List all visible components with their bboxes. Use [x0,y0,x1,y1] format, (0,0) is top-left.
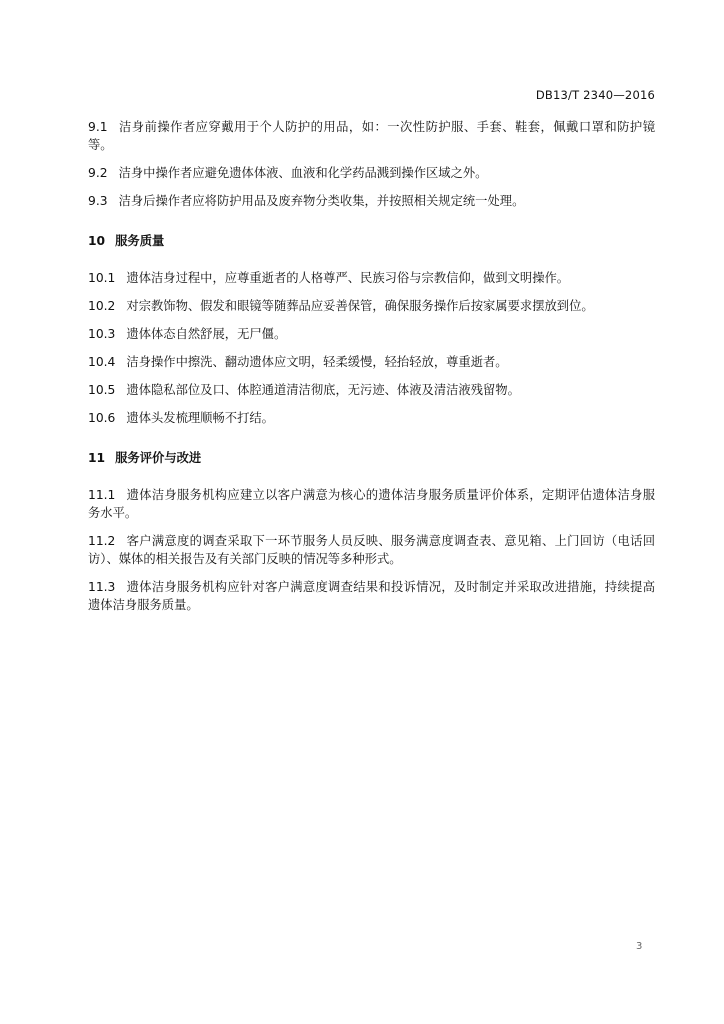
clause-text: 遗体隐私部位及口、体腔通道清洁彻底，无污迹、体液及清洁液残留物。 [126,383,520,397]
clause-line [88,118,655,136]
clause-10-2 [88,297,655,315]
clause-text: 遗体洁身过程中，应尊重逝者的人格尊严、民族习俗与宗教信仰，做到文明操作。 [126,271,570,285]
section-number: 10 [88,234,106,248]
clause-11-2 [88,532,655,568]
clause-line [88,486,655,504]
section-11-heading [88,449,655,467]
clause-line [88,532,655,550]
clause-number: 11.3 [88,580,116,594]
clause-9-2 [88,164,655,182]
clause-text: 遗体洁身服务机构应建立以客户满意为核心的遗体洁身服务质量评价体系，定期评估遗体洁身服 [126,488,655,502]
clause-line [88,325,655,343]
clause-text: 对宗教饰物、假发和眼镜等随葬品应妥善保管，确保服务操作后按家属要求摆放到位。 [126,299,594,313]
clause-line: 访）、媒体的相关报告及有关部门反映的情况等多种形式。 [88,552,402,566]
clause-line [88,409,655,427]
clause-text: 遗体洁身服务机构应针对客户满意度调查结果和投诉情况，及时制定并采取改进措施，持续提高 [126,580,655,594]
clause-9-1 [88,118,655,154]
section-number: 11 [88,451,106,465]
clause-9-3 [88,192,655,210]
clause-number: 10.2 [88,299,116,313]
clause-line: 等。 [88,138,113,152]
clause-10-5 [88,381,655,399]
clause-line [88,164,655,182]
page-number: 3 [636,941,643,952]
clause-line [88,269,655,287]
clause-number: 10.1 [88,271,116,285]
clause-number: 9.1 [88,120,108,134]
clause-11-3 [88,578,655,614]
page-body [88,118,655,624]
clause-text: 洁身前操作者应穿戴用于个人防护的用品，如：一次性防护服、手套、鞋套，佩戴口罩和防护镜 [118,120,655,134]
clause-number: 10.4 [88,355,116,369]
clause-number: 9.3 [88,194,108,208]
clause-line [88,192,655,210]
standard-code-header: DB13/T 2340—2016 [535,88,655,102]
clause-10-6 [88,409,655,427]
clause-text: 洁身后操作者应将防护用品及废弃物分类收集，并按照相关规定统一处理。 [118,194,525,208]
clause-10-1 [88,269,655,287]
clause-text: 洁身中操作者应避免遗体体液、血液和化学药品溅到操作区域之外。 [118,166,488,180]
section-title: 服务质量 [115,234,165,248]
clause-10-4 [88,353,655,371]
clause-number: 10.5 [88,383,116,397]
clause-line [88,353,655,371]
clause-number: 10.3 [88,327,116,341]
clause-number: 10.6 [88,411,116,425]
clause-number: 9.2 [88,166,108,180]
clause-line: 务水平。 [88,506,138,520]
section-title: 服务评价与改进 [115,451,202,465]
clause-10-3 [88,325,655,343]
clause-text: 遗体头发梳理顺畅不打结。 [126,411,274,425]
clause-text: 客户满意度的调查采取下一环节服务人员反映、服务满意度调查表、意见箱、上门回访（电话回 [126,534,655,548]
clause-line [88,578,655,596]
clause-text: 遗体体态自然舒展，无尸僵。 [126,327,287,341]
clause-line [88,381,655,399]
clause-11-1 [88,486,655,522]
clause-number: 11.2 [88,534,116,548]
clause-number: 11.1 [88,488,116,502]
clause-line: 遗体洁身服务质量。 [88,598,199,612]
section-10-heading [88,232,655,250]
clause-text: 洁身操作中擦洗、翻动遗体应文明，轻柔缓慢，轻抬轻放，尊重逝者。 [126,355,508,369]
clause-line [88,297,655,315]
